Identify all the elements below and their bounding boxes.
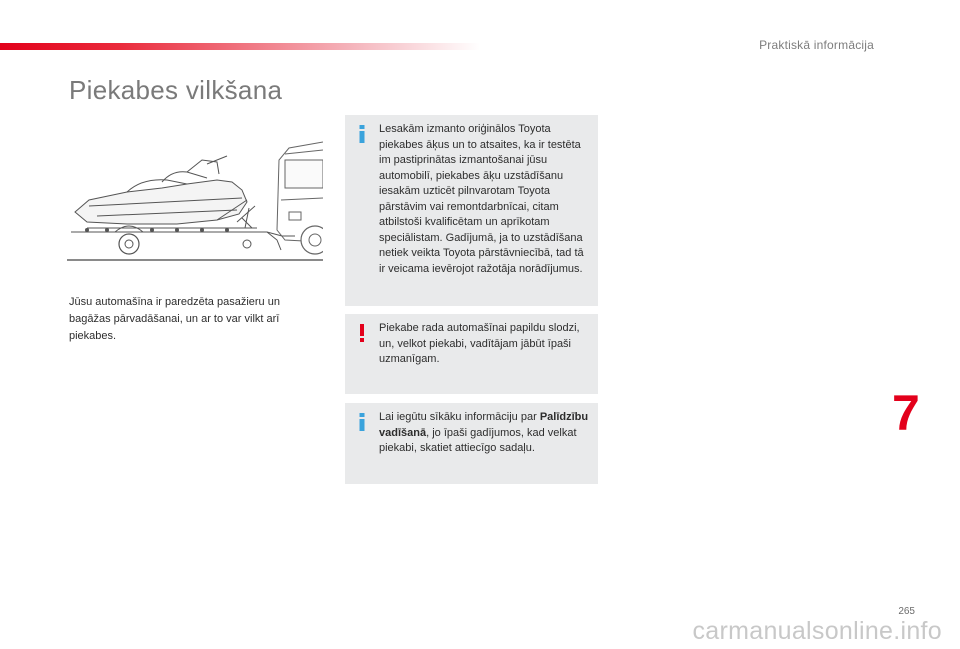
intro-paragraph: Jūsu automašīna ir paredzēta pasažieru un bagāžas pārvadāšanai, un ar to var vilkt arī piekabes. [69, 296, 280, 342]
info-icon [355, 412, 369, 432]
driving-assistance-reference: Palīdzību vadīšanā [379, 411, 589, 439]
note-text [379, 410, 590, 457]
boat-trailer-illustration [67, 140, 323, 262]
chapter-number: 7 [892, 385, 920, 441]
info-icon [355, 124, 369, 144]
section-title: Praktiskā informācija [759, 38, 874, 52]
note-text-before: Lai iegūtu sīkāku informāciju par [379, 411, 540, 423]
info-note-driving-assistance [345, 403, 598, 484]
warning-icon [355, 323, 369, 343]
note-text: Lesakām izmanto oriģinālos Toyota piekabes āķus un to atsaites, ka ir testēta im pastiprinātas izmantošanai jūsu automobilī, piekabes āķu uzstādīšanu iesakām uzticēt pilnvarotam Toyota pārstāvim vai remontdarbnīcai, citam atbilstoši kvalificētam un aprīkotam speciālistam. Gadījumā, ja to uzstādīšana netiek veikta Toyota pārstāvniecībā, tad tā ir veicama ievērojot ražotāja norādījumus. [379, 123, 584, 275]
warning-note-trailer-load [345, 314, 598, 394]
page-number: 265 [898, 606, 915, 617]
page-title: Piekabes vilkšana [69, 75, 283, 105]
note-text: Piekabe rada automašīnai papildu slodzi, un, velkot piekabi, vadītājam jābūt īpaši uzmanīgam. [379, 322, 580, 365]
info-note-genuine-towbar [345, 115, 598, 306]
top-accent-bar [0, 43, 480, 50]
watermark: carmanualsonline.info [692, 617, 942, 645]
note-text-after: , jo īpaši gadījumos, kad velkat piekabi, skatiet attiecīgo sadaļu. [379, 426, 577, 454]
